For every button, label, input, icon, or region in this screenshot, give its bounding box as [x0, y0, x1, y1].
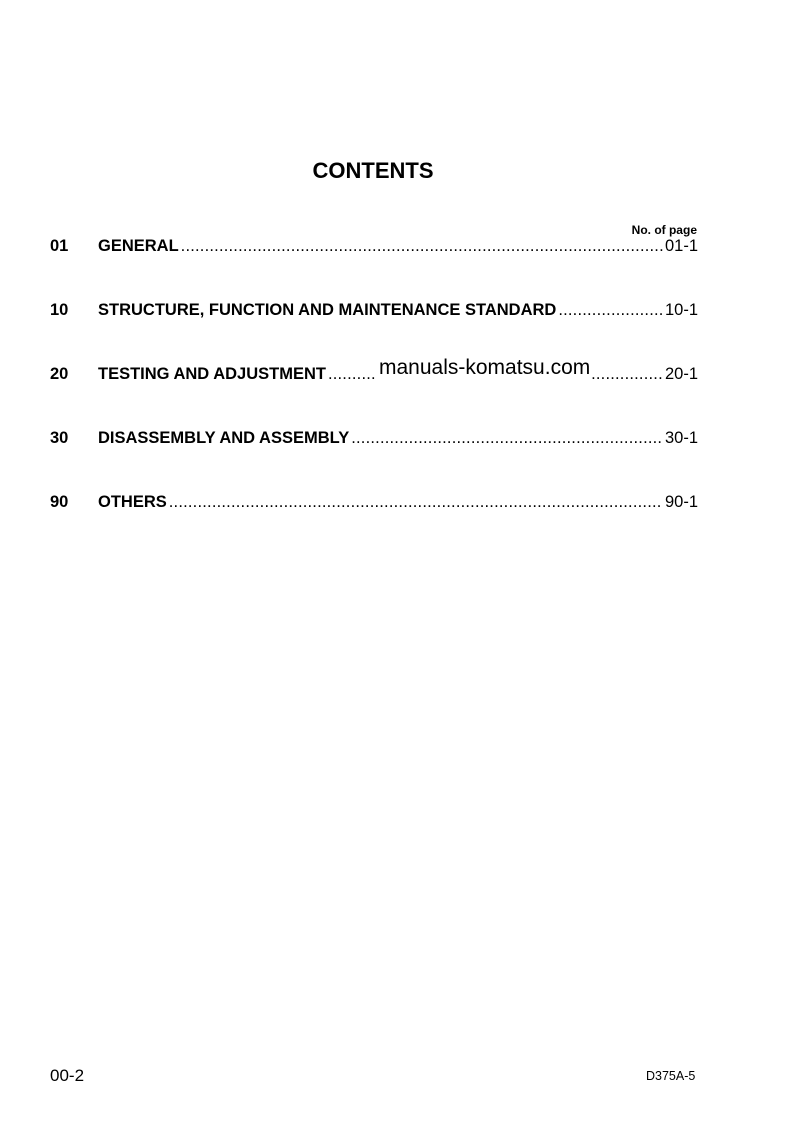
watermark-text: manuals-komatsu.com — [379, 356, 591, 379]
toc-entry-page: 20-1 — [664, 365, 698, 383]
toc-entry-number: 20 — [50, 365, 69, 383]
toc-entry-number: 30 — [50, 429, 69, 447]
toc-entry-label: DISASSEMBLY AND ASSEMBLY — [98, 429, 350, 447]
toc-entry-label: STRUCTURE, FUNCTION AND MAINTENANCE STANDARD — [98, 301, 557, 319]
toc-entry-page: 30-1 — [664, 429, 698, 447]
toc-entry-page: 90-1 — [664, 493, 698, 511]
toc-entry-structure[interactable] — [50, 301, 698, 323]
dot-leader — [169, 493, 663, 512]
toc-entry-others[interactable] — [50, 493, 698, 515]
toc-entry-disassembly[interactable] — [50, 429, 698, 451]
toc-entry-label: GENERAL — [98, 237, 179, 255]
toc-entry-number: 10 — [50, 301, 69, 319]
toc-entry-testing[interactable] — [50, 365, 698, 387]
toc-entry-general[interactable] — [50, 237, 698, 259]
dot-leader — [181, 237, 663, 256]
footer-model: D375A-5 — [646, 1069, 696, 1083]
page-title: CONTENTS — [312, 158, 434, 183]
dot-leader — [558, 301, 663, 320]
toc-entry-label: OTHERS — [98, 493, 167, 511]
toc-entry-label: TESTING AND ADJUSTMENT — [98, 365, 326, 383]
dot-leader — [351, 429, 663, 448]
page-column-header: No. of page — [631, 223, 697, 237]
footer-page-number: 00-2 — [50, 1066, 85, 1085]
toc-entry-page: 01-1 — [664, 237, 698, 255]
toc-entry-page: 10-1 — [664, 301, 698, 319]
toc-entry-number: 01 — [50, 237, 69, 255]
toc-entry-number: 90 — [50, 493, 69, 511]
